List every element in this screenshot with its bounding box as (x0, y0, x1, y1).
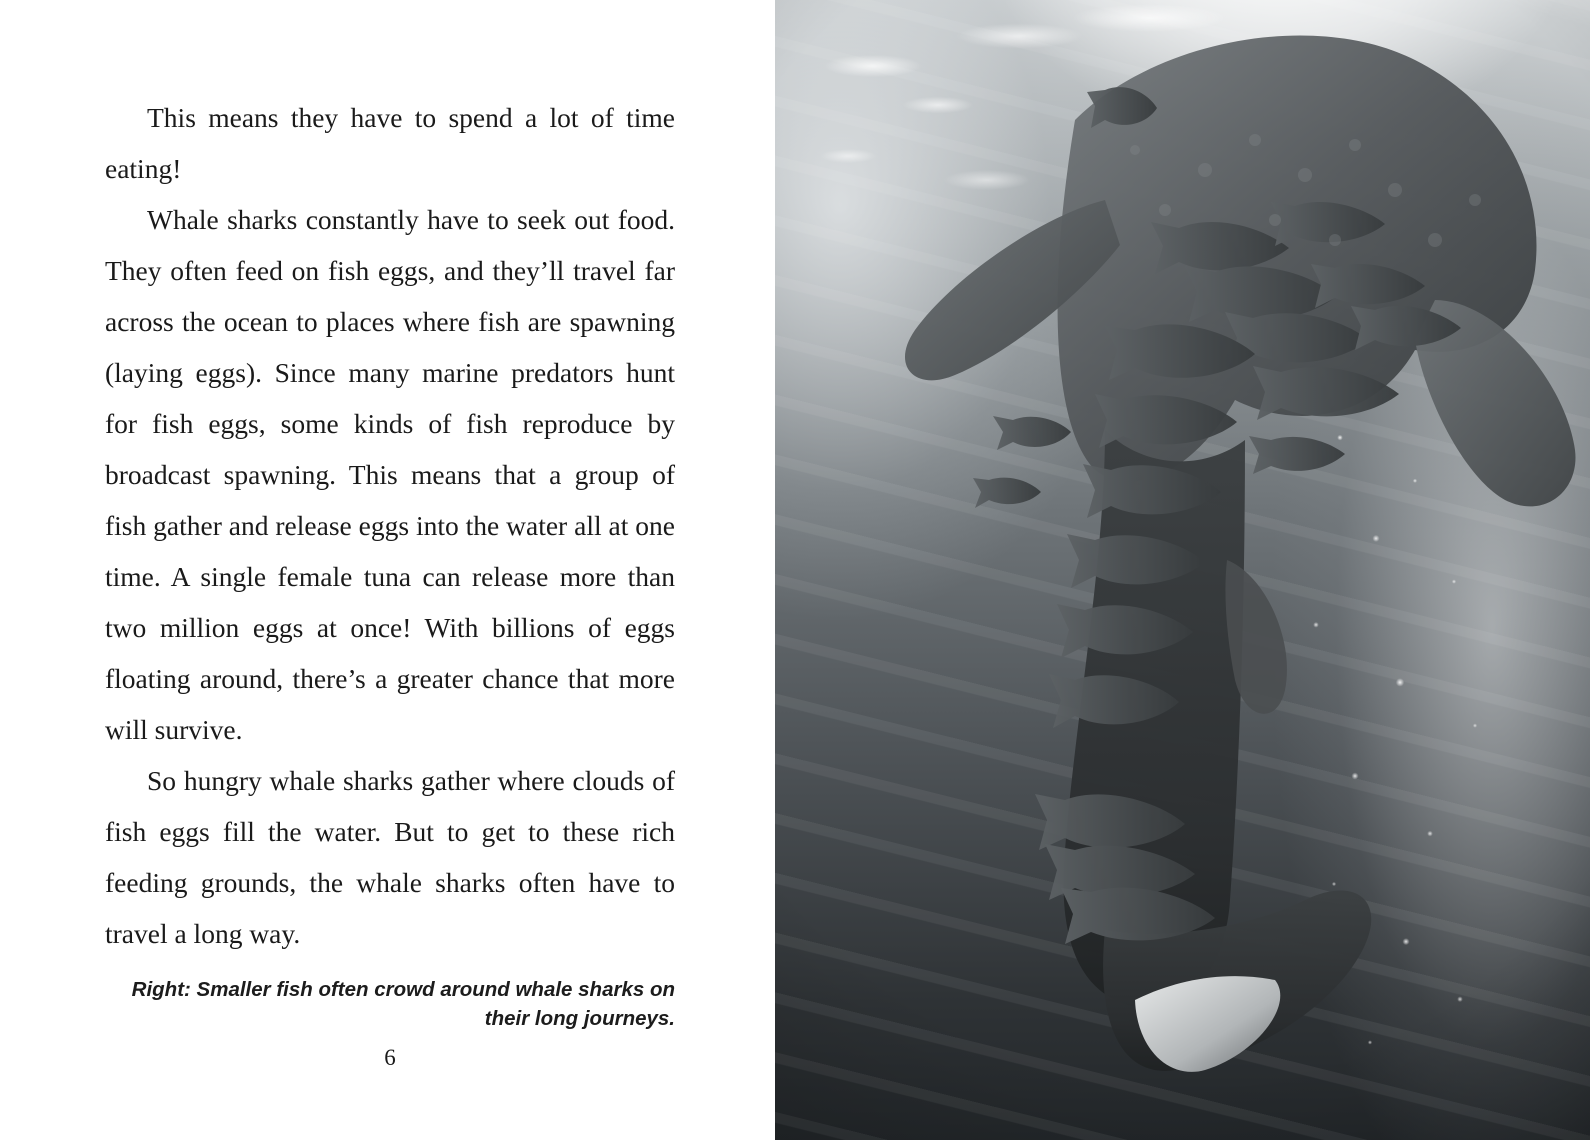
paragraph-2: Whale sharks constantly have to seek out food. They often feed on fish eggs, and they’ll travel far across the ocean to places where fish are spawning (laying eggs). Since many marine predators hunt for fish eggs, some kinds of fish reproduce by broadcast spawning. This means that a group of fish gather and release eggs into the water all at one time. A single female tuna can release more than two million eggs at once! With billions of eggs floating around, there’s a greater chance that more will survive. (105, 204, 675, 745)
page-number: 6 (384, 1045, 396, 1070)
left-page (0, 0, 775, 1140)
paragraph-3: So hungry whale sharks gather where clouds of fish eggs fill the water. But to get to these rich feeding grounds, the whale sharks often have to travel a long way. (105, 765, 675, 949)
photo-caption: Right: Smaller fish often crowd around whale sharks on their long journeys. (131, 978, 675, 1030)
body-text-column (105, 92, 675, 959)
bubble-stream (1250, 380, 1550, 1100)
paragraph-1: This means they have to spend a lot of time eating! (105, 102, 675, 184)
right-page-photograph (775, 0, 1590, 1140)
